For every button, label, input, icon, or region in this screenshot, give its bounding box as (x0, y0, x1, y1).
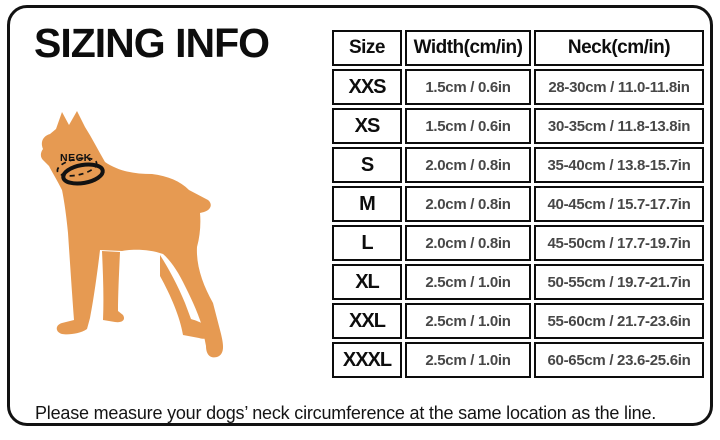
table-row (332, 147, 704, 183)
width-value: 2.5cm / 1.0in (405, 303, 531, 339)
size-value: XL (332, 264, 402, 300)
size-value: S (332, 147, 402, 183)
size-value: XXL (332, 303, 402, 339)
column-header-width: Width(cm/in) (405, 30, 531, 66)
width-value: 2.0cm / 0.8in (405, 225, 531, 261)
width-value: 2.5cm / 1.0in (405, 264, 531, 300)
neck-value: 30-35cm / 11.8-13.8in (534, 108, 704, 144)
neck-value: 40-45cm / 15.7-17.7in (534, 186, 704, 222)
neck-value: 60-65cm / 23.6-25.6in (534, 342, 704, 378)
table-row (332, 225, 704, 261)
width-value: 2.0cm / 0.8in (405, 186, 531, 222)
neck-value: 55-60cm / 21.7-23.6in (534, 303, 704, 339)
size-value: XXXL (332, 342, 402, 378)
width-value: 2.5cm / 1.0in (405, 342, 531, 378)
neck-label: NECK (60, 152, 92, 164)
width-value: 1.5cm / 0.6in (405, 108, 531, 144)
width-value: 2.0cm / 0.8in (405, 147, 531, 183)
size-table (329, 27, 707, 381)
neck-value: 45-50cm / 17.7-19.7in (534, 225, 704, 261)
neck-value: 35-40cm / 13.8-15.7in (534, 147, 704, 183)
page-title: SIZING INFO (34, 20, 269, 66)
size-value: M (332, 186, 402, 222)
column-header-neck: Neck(cm/in) (534, 30, 704, 66)
width-value: 1.5cm / 0.6in (405, 69, 531, 105)
sizing-info-card (7, 5, 713, 426)
neck-value: 50-55cm / 19.7-21.7in (534, 264, 704, 300)
table-row (332, 69, 704, 105)
table-row (332, 342, 704, 378)
table-row (332, 108, 704, 144)
table-row (332, 186, 704, 222)
size-value: L (332, 225, 402, 261)
dog-far-front-leg (102, 251, 124, 322)
table-row (332, 264, 704, 300)
measurement-instruction: Please measure your dogs’ neck circumference at the same location as the line. (35, 403, 657, 423)
column-header-size: Size (332, 30, 402, 66)
size-value: XS (332, 108, 402, 144)
dog-body (41, 111, 223, 357)
table-row (332, 303, 704, 339)
neck-value: 28-30cm / 11.0-11.8in (534, 69, 704, 105)
size-value: XXS (332, 69, 402, 105)
table-header-row (332, 30, 704, 66)
